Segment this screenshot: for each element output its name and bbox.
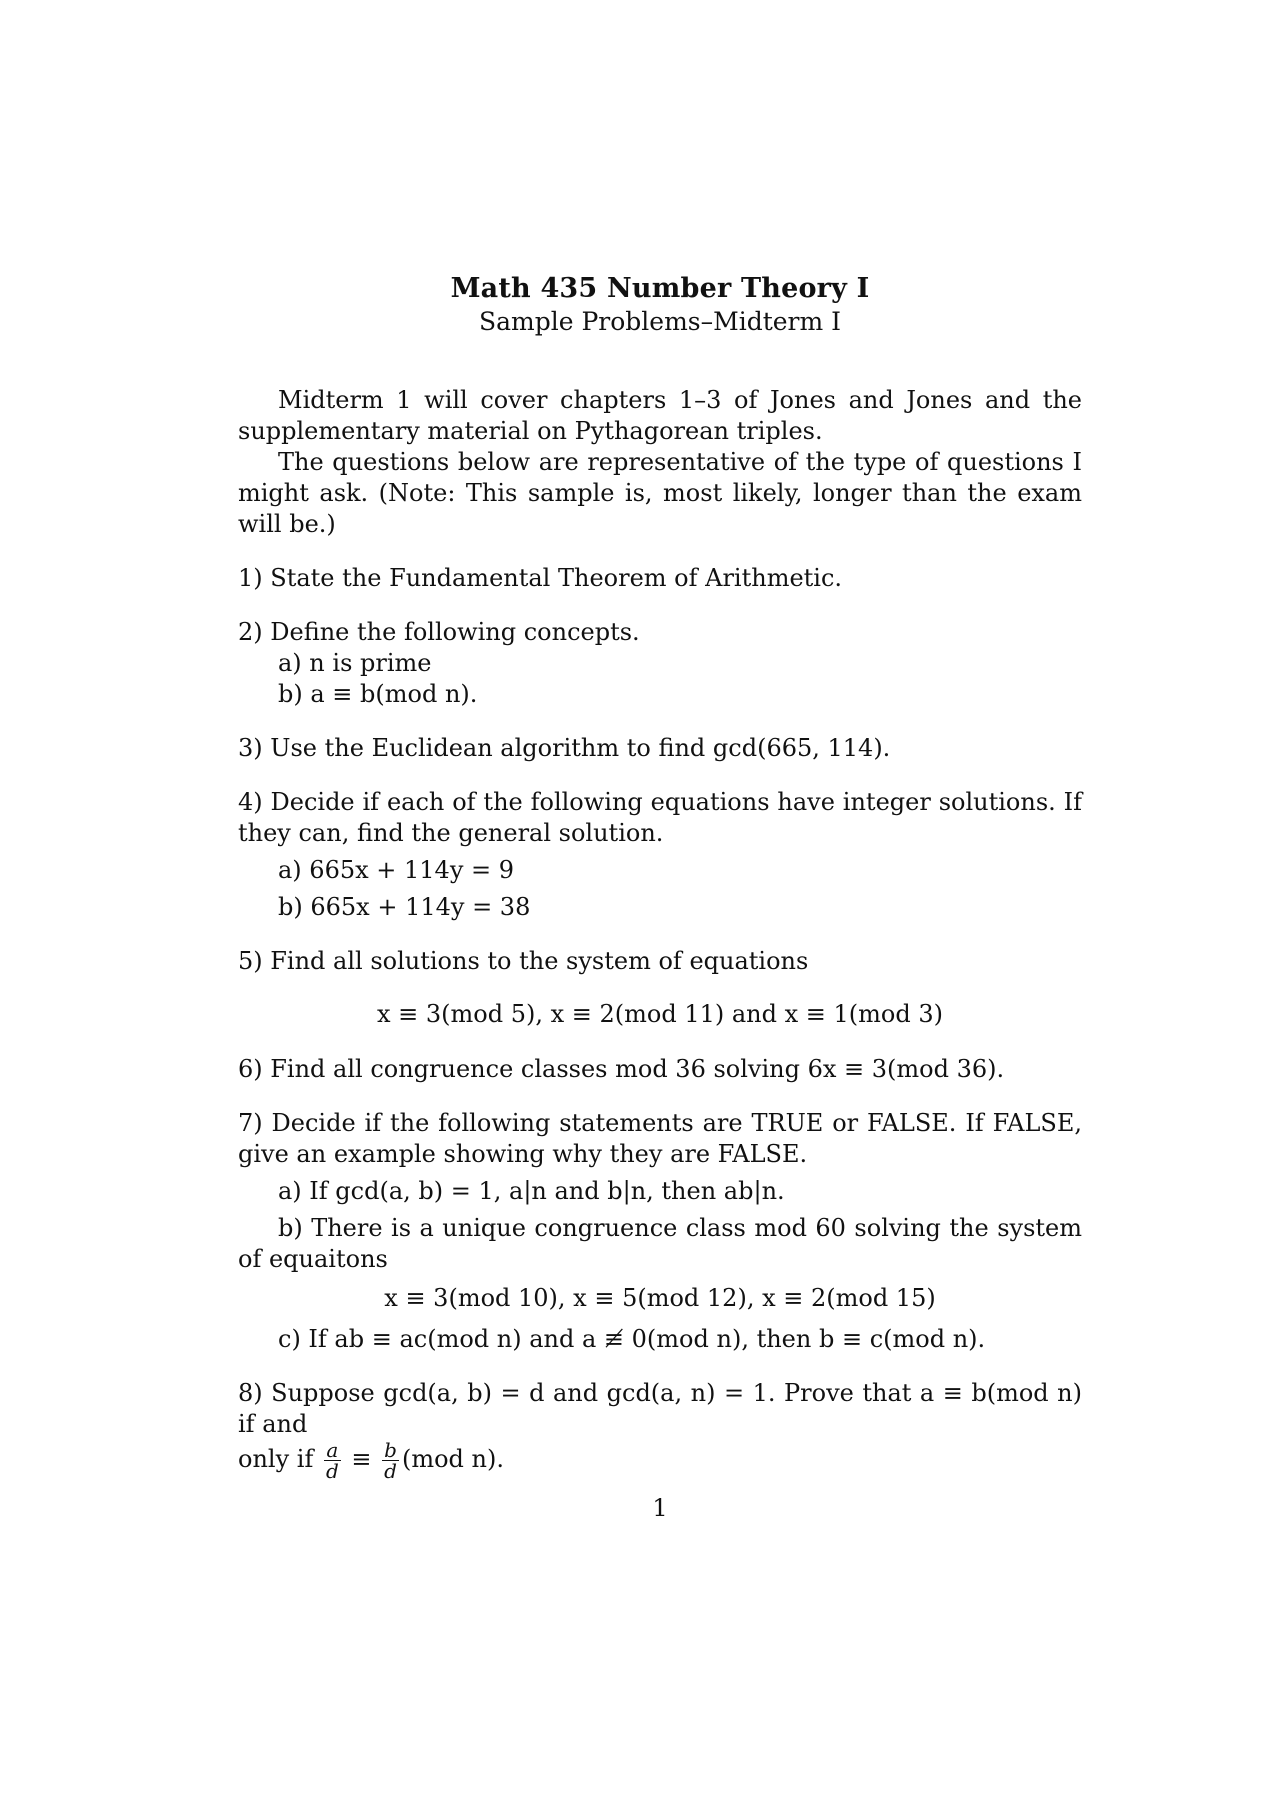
problem-8-only-if: only if [238, 1445, 314, 1473]
problem-7a: a) If gcd(a, b) = 1, a|n and b|n, then ab|n. [278, 1177, 785, 1205]
page-number: 1 [652, 1494, 668, 1522]
problem-3: 3) Use the Euclidean algorithm to find gcd(665, 114). [238, 734, 891, 762]
problem-8-continuation [238, 1440, 1082, 1481]
problem-4b: b) 665x + 114y = 38 [278, 893, 531, 921]
problem-4-text: 4) Decide if each of the following equations have integer solutions. If they can, find the general solution. [238, 788, 1082, 847]
title-block [0, 272, 1280, 338]
problem-1: 1) State the Fundamental Theorem of Arithmetic. [238, 564, 843, 592]
problem-2b: b) a ≡ b(mod n). [278, 680, 478, 708]
problem-7c: c) If ab ≡ ac(mod n) and a ≢ 0(mod n), then b ≡ c(mod n). [278, 1325, 986, 1353]
problem-2a: a) n is prime [278, 649, 432, 677]
problem-6: 6) Find all congruence classes mod 36 solving 6x ≡ 3(mod 36). [238, 1055, 1005, 1083]
intro-paragraph-1: Midterm 1 will cover chapters 1–3 of Jones and Jones and the supplementary material on Pythagorean triples. [238, 386, 1082, 445]
problem-8 [238, 1378, 1082, 1481]
fraction-a-over-d [324, 1440, 341, 1481]
problem-7b-display-equation: x ≡ 3(mod 10), x ≡ 5(mod 12), x ≡ 2(mod 15) [384, 1284, 936, 1312]
fraction-b-over-d [382, 1440, 399, 1481]
problem-8-tail: (mod n). [401, 1445, 504, 1473]
problem-7 [238, 1108, 1082, 1355]
problem-7b: b) There is a unique congruence class mod 60 solving the system of equaitons [238, 1214, 1082, 1273]
document-body [238, 385, 1082, 1481]
document-subtitle: Sample Problems–Midterm I [478, 307, 842, 336]
problem-4a: a) 665x + 114y = 9 [278, 856, 515, 884]
fraction-b-numerator: b [384, 1438, 397, 1462]
problem-5-display-equation: x ≡ 3(mod 5), x ≡ 2(mod 11) and x ≡ 1(mod 3) [376, 1000, 943, 1028]
equiv-symbol: ≡ [351, 1445, 372, 1473]
fraction-a-denominator: d [325, 1459, 339, 1483]
problem-8-text: 8) Suppose gcd(a, b) = d and gcd(a, n) = 1. Prove that a ≡ b(mod n) if and [238, 1379, 1082, 1438]
problem-5-text: 5) Find all solutions to the system of equations [238, 947, 809, 975]
intro-paragraph-2: The questions below are representative of the type of questions I might ask. (Note: This sample is, most likely, longer than the exam will be.) [238, 448, 1082, 538]
problem-2-text: 2) Define the following concepts. [238, 618, 640, 646]
document-title: Math 435 Number Theory I [450, 273, 870, 304]
fraction-b-denominator: d [384, 1459, 397, 1483]
problem-7-text: 7) Decide if the following statements are TRUE or FALSE. If FALSE, give an example showing why they are FALSE. [238, 1109, 1082, 1168]
problem-5 [238, 946, 1082, 1030]
problem-4 [238, 787, 1082, 923]
fraction-a-numerator: a [324, 1440, 341, 1461]
problem-2 [238, 617, 1082, 710]
